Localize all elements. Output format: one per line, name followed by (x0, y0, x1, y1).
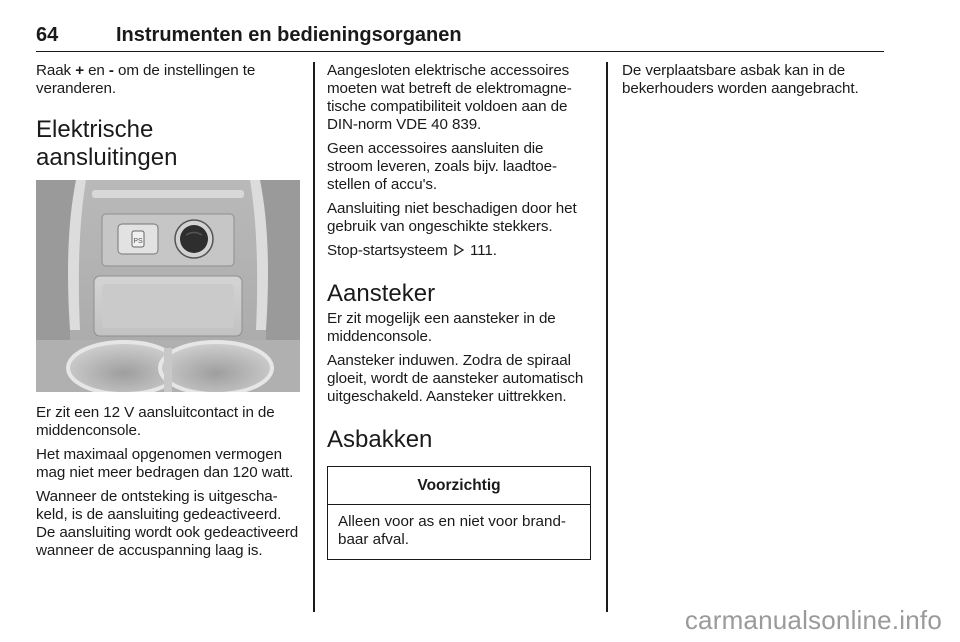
section-heading-electrical: Elektrische aansluitingen (36, 116, 178, 171)
chapter-title: Instrumenten en bedieningsorganen (116, 24, 462, 46)
page-header (36, 22, 884, 52)
xref-page: 111. (469, 242, 497, 259)
figure-label: PS (133, 238, 143, 245)
column-divider (606, 62, 608, 612)
paragraph: Aangesloten elektrische accessoires moeten wat betreft de elektromagnetische compatibiliteit voldoen aan de DIN-norm VDE 40 839. (327, 62, 572, 133)
paragraph: Het maximaal opgenomen vermogen mag niet meer bedragen dan 120 watt. (36, 446, 294, 481)
page-number: 64 (36, 24, 59, 46)
section-heading-lighter: Aansteker (327, 280, 436, 307)
paragraph: Er zit een 12 V aansluitcontact in de middenconsole. (36, 404, 275, 439)
intro-paragraph: Raak + en - om de instellingen te veranderen. (36, 62, 256, 97)
column-3 (622, 62, 884, 104)
paragraph: De verplaatsbare asbak kan in de bekerhouders worden aangebracht. (622, 62, 859, 97)
plus-key: + (75, 62, 84, 79)
center-console-figure (36, 180, 300, 392)
caution-title: Voorzichtig (328, 467, 590, 505)
column-2 (327, 62, 593, 560)
xref-text: Stop-startsysteem (327, 242, 448, 259)
column-divider (313, 62, 315, 612)
column-1 (36, 62, 300, 566)
watermark: carmanualsonline.info (684, 605, 942, 635)
triangle-arrow-icon (454, 244, 464, 256)
paragraph: Aansluiting niet beschadigen door het gebruik van ongeschikte stekkers. (327, 200, 577, 235)
minus-key: - (108, 62, 114, 79)
paragraph: Geen accessoires aansluiten die stroom leveren, zoals bijv. laadtoestellen of accu's. (327, 140, 558, 193)
paragraph: Er zit mogelijk een aansteker in de middenconsole. (327, 310, 556, 345)
cross-reference[interactable] (327, 242, 593, 260)
paragraph: Wanneer de ontsteking is uitgeschakeld, is de aansluiting gedeactiveerd. De aansluiting wordt ook gedeactiveerd wanneer de accuspanning laag is. (36, 488, 299, 559)
section-heading-ashtrays: Asbakken (327, 426, 433, 453)
caution-body: Alleen voor as en niet voor brandbaar afval. (338, 513, 566, 548)
caution-box (327, 466, 591, 560)
paragraph: Aansteker induwen. Zodra de spiraal gloeit, wordt de aansteker automatisch uitgeschakeld. Aansteker uittrekken. (327, 352, 584, 405)
